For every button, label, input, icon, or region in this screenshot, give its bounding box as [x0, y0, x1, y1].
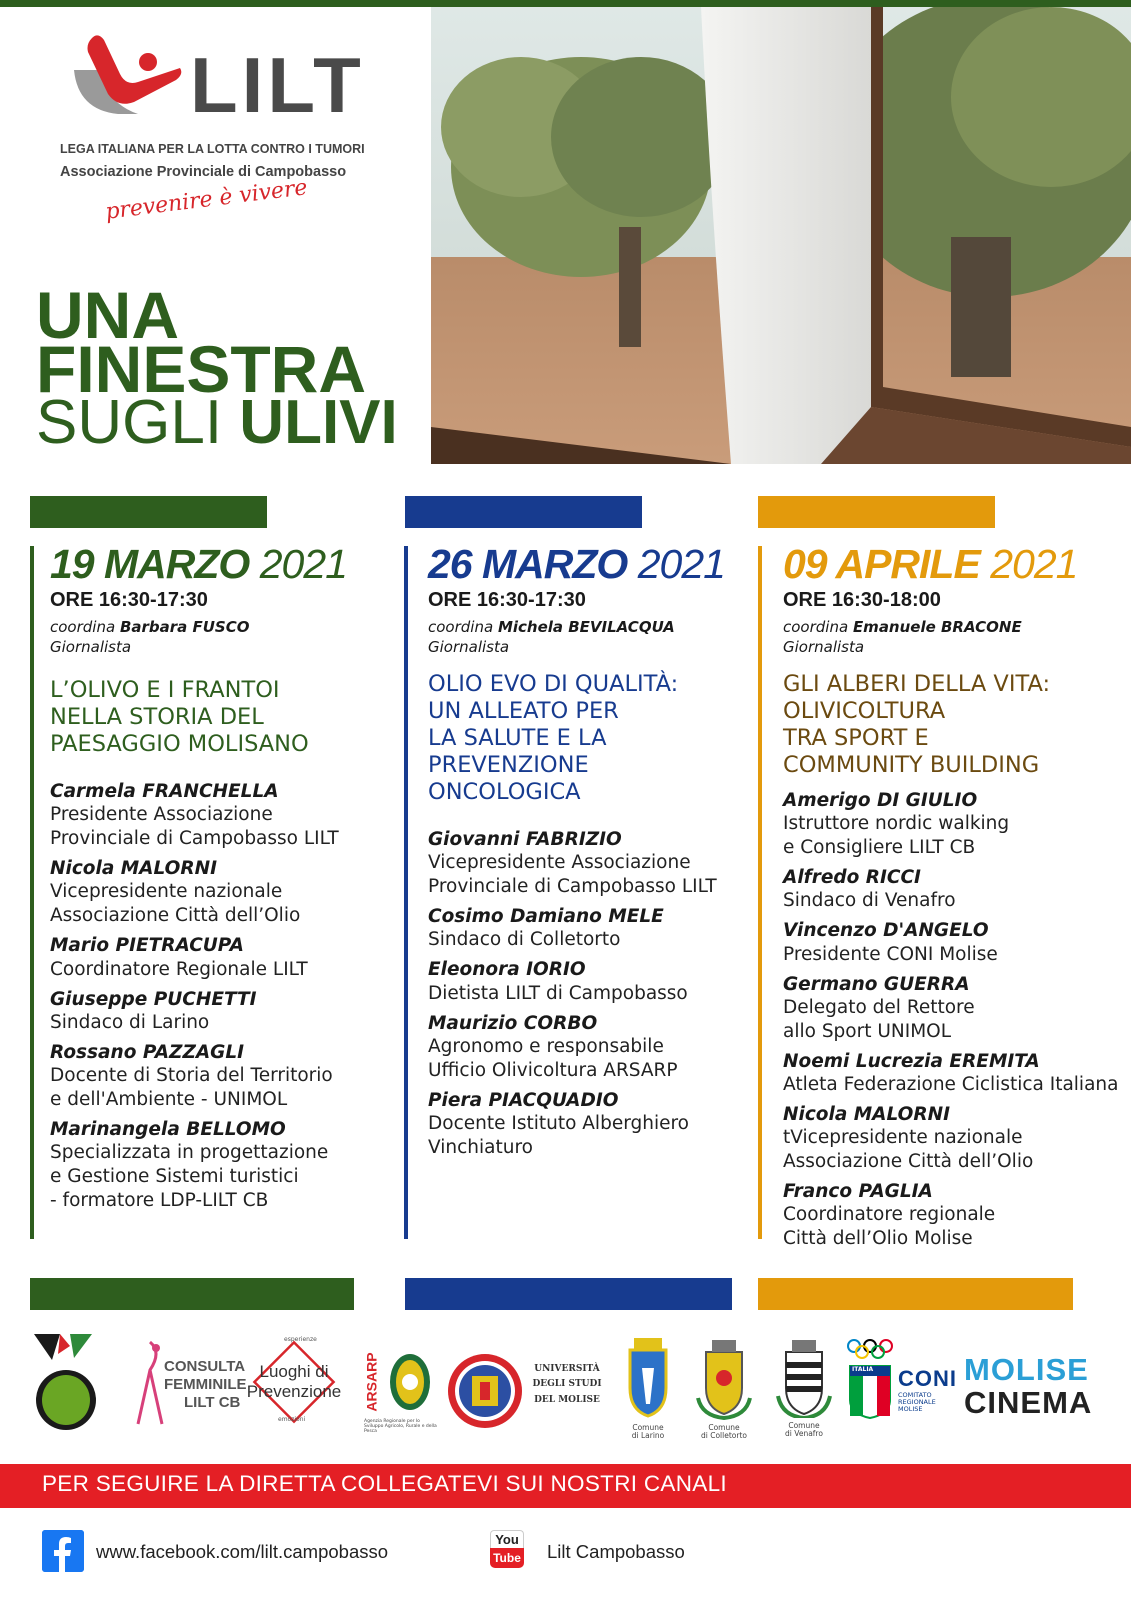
- coni-sub-3: MOLISE: [898, 1405, 923, 1414]
- event-time: ORE 16:30-17:30: [50, 589, 208, 611]
- youtube-icon[interactable]: [490, 1530, 524, 1570]
- speaker-list: [428, 828, 758, 1160]
- speaker-role: Presidente CONI Molise: [783, 943, 998, 965]
- olympic-rings-icon: [846, 1338, 894, 1360]
- facebook-icon[interactable]: [42, 1530, 84, 1572]
- speaker-name: Carmela FRANCHELLA: [50, 781, 279, 802]
- event-column-1: [50, 541, 390, 1219]
- arsarp-logo: [360, 1332, 440, 1436]
- event-topic: L’OLIVO E I FRANTOI NELLA STORIA DEL PAESAGGIO MOLISANO: [50, 677, 309, 757]
- speaker: [783, 789, 1128, 860]
- column-rule-gold: [758, 546, 762, 1239]
- speaker-name: Cosimo Damiano MELE: [428, 906, 664, 928]
- speaker: [428, 828, 758, 899]
- consulta-line-2: FEMMINILE: [164, 1376, 247, 1393]
- unimol-line-2: DEGLI STUDI: [532, 1379, 602, 1390]
- speaker-name: Alfredo RICCI: [783, 867, 921, 889]
- title-line-3: [36, 388, 398, 457]
- coni-italia-text: ITALIA: [852, 1366, 874, 1373]
- column-bar-blue: [405, 496, 642, 528]
- speaker-role: Vicepresidente nazionale Associazione Città dell’Olio: [50, 881, 301, 927]
- event-column-3: [783, 541, 1128, 1257]
- larino-line-2: di Larino: [631, 1431, 665, 1441]
- event-coordinator: coordina Barbara FUSCO Giornalista: [50, 618, 250, 656]
- speaker: [428, 1089, 758, 1160]
- speaker-role: Presidente Associazione Provinciale di Campobasso LILT: [50, 804, 339, 850]
- speaker: [783, 1050, 1128, 1097]
- event-time: ORE 16:30-18:00: [783, 589, 941, 611]
- speaker-name: Amerigo DI GIULIO: [783, 790, 978, 811]
- speaker: [50, 1041, 390, 1112]
- luoghi-ring-bottom: emozioni: [278, 1416, 306, 1423]
- speaker-name: Piera PIACQUADIO: [428, 1089, 619, 1111]
- venafro-crest-icon: [774, 1338, 834, 1418]
- speaker-name: Vincenzo D'ANGELO: [783, 920, 989, 942]
- speaker: [50, 988, 390, 1035]
- title-line-2: FINESTRA: [36, 332, 366, 406]
- coni-sub-1: COMITATO: [898, 1391, 932, 1399]
- colletorto-crest-icon: [692, 1338, 756, 1420]
- colletorto-line-2: di Colletorto: [701, 1431, 747, 1441]
- speaker-role: Specializzata in progettazione e Gestione Sistemi turistici - formatore LDP-LILT CB: [50, 1142, 329, 1212]
- title-word-ulivi: ULIVI: [239, 388, 398, 457]
- event-topic: OLIO EVO DI QUALITÀ: UN ALLEATO PER LA SALUTE E LA PREVENZIONE ONCOLOGICA: [428, 671, 679, 805]
- arsarp-caption: Agenzia Regionale per lo Sviluppo Agricolo, Rurale e della Pesca: [364, 1419, 437, 1434]
- lilt-logo-icon: [68, 30, 186, 126]
- coni-text: CONI: [898, 1366, 957, 1391]
- column-bar-gold: [758, 496, 995, 528]
- event-column-2: [428, 541, 758, 1166]
- speaker: [428, 1012, 758, 1083]
- event-date: 26 MARZO 2021: [428, 541, 725, 587]
- speaker-name: Marinangela BELLOMO: [50, 1119, 286, 1140]
- coni-sub-2: REGIONALE: [898, 1398, 936, 1407]
- consulta-line-1: CONSULTA: [164, 1358, 246, 1375]
- unimol-line-1: UNIVERSITÀ: [534, 1364, 600, 1374]
- organization-name: LEGA ITALIANA PER LA LOTTA CONTRO I TUMORI: [60, 142, 365, 156]
- speaker-role: Docente di Storia del Territorio e dell'Ambiente - UNIMOL: [50, 1064, 333, 1110]
- unimol-seal-icon: [446, 1352, 524, 1430]
- unimol-text: [532, 1362, 602, 1408]
- logo-text: LILT: [190, 41, 365, 129]
- title-line-1: UNA: [36, 278, 179, 352]
- luoghi-ring-top: esperienze: [284, 1336, 317, 1343]
- speaker-role: tVicepresidente nazionale Associazione Città dell’Olio: [783, 1127, 1034, 1173]
- speaker-name: Eleonora IORIO: [428, 959, 586, 981]
- cinema-text: CINEMA: [964, 1385, 1093, 1420]
- slogan: prevenire è vivere: [104, 175, 309, 225]
- unimol-line-3: DEL MOLISE: [534, 1394, 600, 1405]
- speaker-role: Sindaco di Colletorto: [428, 929, 621, 951]
- speaker-role: Docente Istituto Alberghiero Vinchiaturo: [428, 1112, 689, 1158]
- speaker: [783, 973, 1128, 1044]
- consulta-line-3: LILT CB: [184, 1394, 241, 1411]
- event-topic: GLI ALBERI DELLA VITA: OLIVICOLTURA TRA SPORT E COMMUNITY BUILDING: [783, 671, 1051, 778]
- speaker-name: Rossano PAZZAGLI: [50, 1041, 245, 1063]
- title-word-sugli: SUGLI: [36, 388, 223, 457]
- larino-crest-icon: [624, 1338, 672, 1420]
- youtube-you: You: [490, 1530, 524, 1548]
- venafro-line-1: Comune: [788, 1421, 820, 1430]
- window-olive-trees-photo: [431, 7, 1131, 464]
- speaker-name: Giuseppe PUCHETTI: [50, 988, 257, 1010]
- organization-subtitle: Associazione Provinciale di Campobasso: [60, 164, 347, 180]
- luoghi-prevenzione-logo: [244, 1336, 344, 1426]
- speaker: [50, 1118, 390, 1213]
- speaker: [50, 857, 390, 928]
- footer-bar-green: [30, 1278, 354, 1310]
- colletorto-line-1: Comune: [708, 1423, 740, 1432]
- column-rule-blue: [404, 546, 408, 1239]
- speaker: [783, 919, 1128, 966]
- molise-text: MOLISE: [964, 1352, 1089, 1387]
- column-bar-green: [30, 496, 267, 528]
- footer-bar-blue: [405, 1278, 732, 1310]
- speaker: [783, 1103, 1128, 1174]
- speaker-role: Coordinatore Regionale LILT: [50, 958, 308, 980]
- event-date: 19 MARZO 2021: [50, 541, 347, 587]
- speaker-role: Delegato del Rettore allo Sport UNIMOL: [783, 996, 975, 1042]
- comune-colletorto-logo: [690, 1338, 758, 1442]
- comune-venafro-logo: [772, 1338, 836, 1442]
- top-accent-bar: [0, 0, 1131, 7]
- arsarp-olive-icon: [382, 1332, 438, 1412]
- coni-logo: [846, 1338, 956, 1428]
- speaker: [428, 958, 758, 1005]
- speaker-name: Nicola MALORNI: [783, 1103, 950, 1125]
- speaker-name: Noemi Lucrezia EREMITA: [783, 1050, 1040, 1072]
- event-coordinator: coordina Michela BEVILACQUA Giornalista: [428, 618, 675, 656]
- consulta-femminile-logo: [132, 1338, 247, 1428]
- speaker: [783, 1180, 1128, 1251]
- speaker-role: Sindaco di Venafro: [783, 890, 956, 912]
- speaker: [428, 905, 758, 952]
- speaker-role: Dietista LILT di Campobasso: [428, 982, 688, 1004]
- youtube-tube: Tube: [490, 1548, 524, 1568]
- speaker-name: Nicola MALORNI: [50, 858, 217, 880]
- speaker-role: Coordinatore regionale Città dell’Olio Molise: [783, 1204, 996, 1250]
- speaker-name: Maurizio CORBO: [428, 1012, 598, 1034]
- speaker-name: Mario PIETRACUPA: [50, 935, 244, 957]
- speaker-role: Atleta Federazione Ciclistica Italiana: [783, 1073, 1119, 1095]
- larino-line-1: Comune: [632, 1423, 664, 1432]
- live-banner-text: PER SEGUIRE LA DIRETTA COLLEGATEVI SUI NOSTRI CANALI: [42, 1471, 727, 1496]
- speaker-list: [50, 780, 390, 1213]
- comune-larino-logo: [620, 1338, 676, 1442]
- speaker-name: Giovanni FABRIZIO: [428, 829, 622, 850]
- event-time: ORE 16:30-17:30: [428, 589, 586, 611]
- speaker-role: Istruttore nordic walking e Consigliere LILT CB: [783, 813, 1010, 859]
- speaker: [50, 934, 390, 981]
- speaker-role: Agronomo e responsabile Ufficio Olivicoltura ARSARP: [428, 1035, 678, 1081]
- event-coordinator: coordina Emanuele BRACONE Giornalista: [783, 618, 1022, 656]
- event-date: 09 APRILE 2021: [783, 541, 1078, 587]
- speaker: [783, 866, 1128, 913]
- facebook-link[interactable]: www.facebook.com/lilt.campobasso: [96, 1541, 389, 1562]
- citta-olio-logo-icon: [30, 1330, 100, 1434]
- speaker-role: Sindaco di Larino: [50, 1011, 210, 1033]
- pink-ribbon-icon: [132, 1338, 168, 1428]
- arsarp-text: ARSARP: [363, 1352, 380, 1412]
- footer-bar-gold: [758, 1278, 1073, 1310]
- column-rule-green: [30, 546, 34, 1239]
- speaker-role: Vicepresidente Associazione Provinciale di Campobasso LILT: [428, 852, 717, 898]
- molise-cinema-logo: [964, 1354, 1104, 1424]
- speaker: [50, 780, 390, 851]
- youtube-channel-link[interactable]: Lilt Campobasso: [547, 1541, 685, 1562]
- luoghi-line-1: Luoghi di: [259, 1362, 329, 1381]
- speaker-list: [783, 789, 1128, 1251]
- venafro-line-2: di Venafro: [785, 1429, 823, 1439]
- luoghi-line-2: Prevenzione: [246, 1381, 342, 1401]
- speaker-name: Germano GUERRA: [783, 973, 970, 995]
- speaker-name: Franco PAGLIA: [783, 1181, 933, 1203]
